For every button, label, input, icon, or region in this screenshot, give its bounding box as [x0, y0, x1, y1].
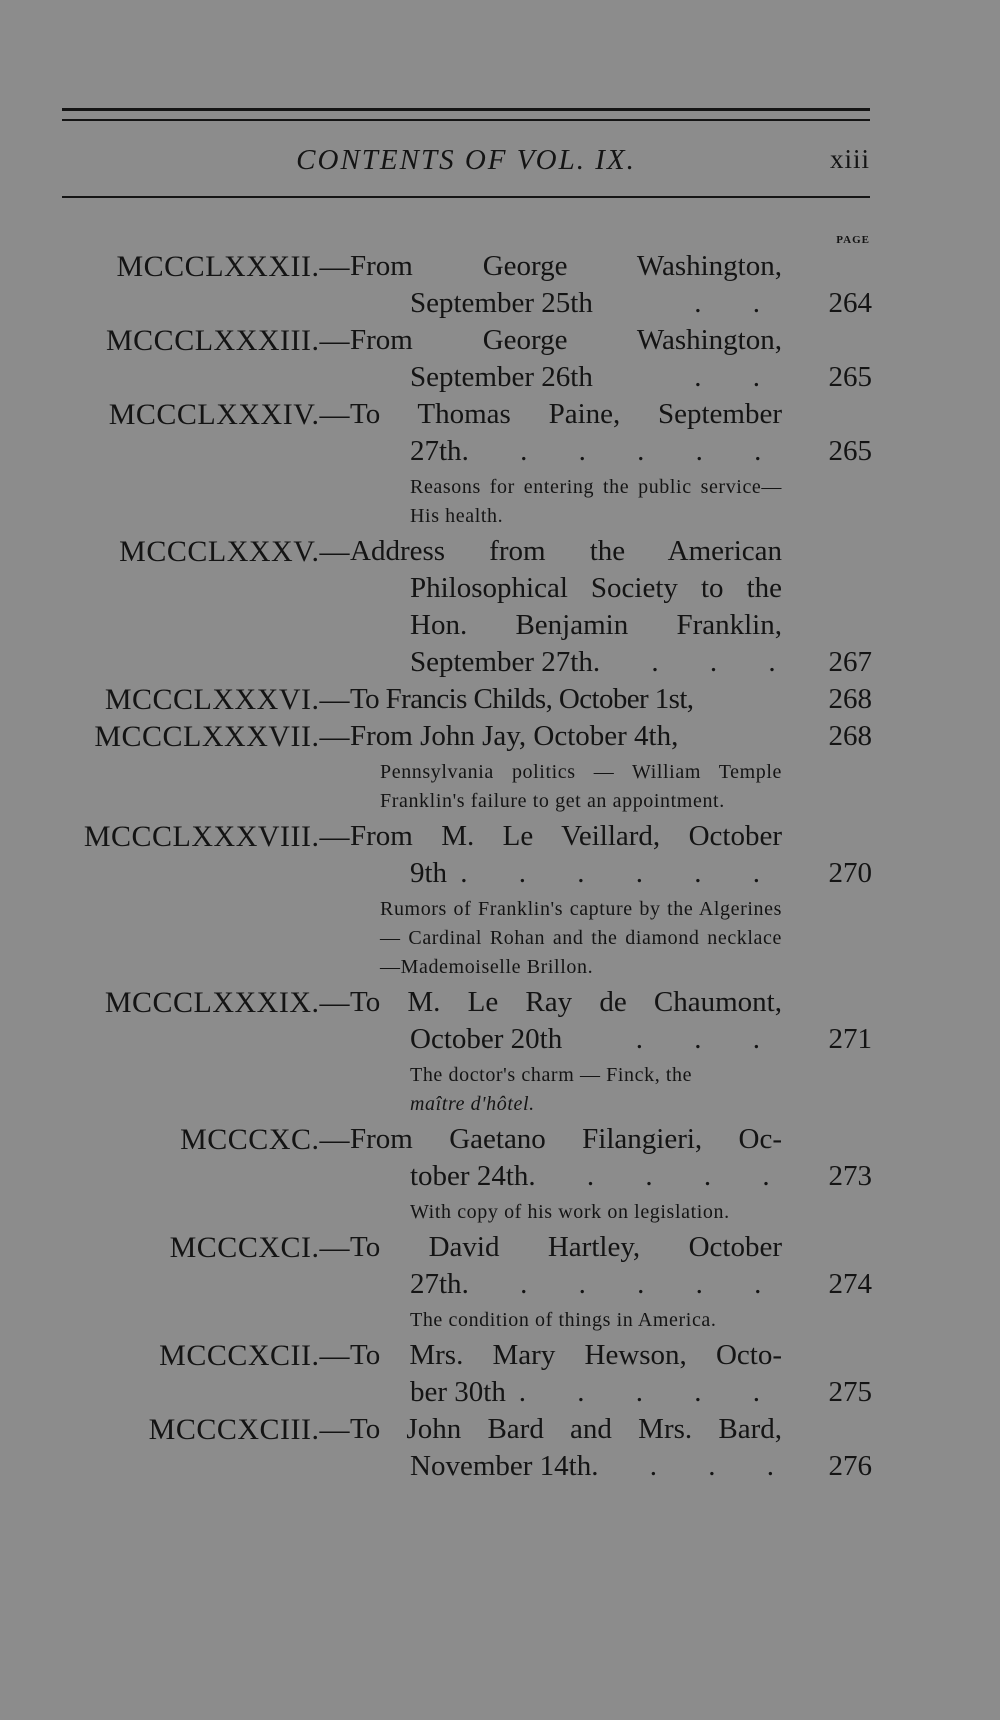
entry-title-line: To Mrs. Mary Hewson, Octo-: [350, 1339, 782, 1371]
page-number: 275: [828, 1376, 872, 1408]
letter-number: MCCCLXXXIII.—: [106, 324, 350, 357]
summary-text: The condition of things in America.: [410, 1309, 717, 1331]
entry-summary: [410, 1061, 782, 1119]
entry-title-line: From M. Le Veillard, October: [350, 820, 782, 852]
summary-text: With copy of his work on legislation.: [410, 1201, 730, 1223]
entry-title-line: [410, 1374, 782, 1411]
leader-dots: . . . . .: [518, 1376, 782, 1408]
entry-line: [0, 285, 1000, 322]
running-header: [62, 144, 870, 184]
running-title: CONTENTS OF VOL. IX.: [296, 144, 636, 176]
contents-entry: [0, 1337, 1000, 1411]
entry-title-line: To David Hartley, October: [350, 1231, 782, 1263]
entry-title-line: From George Washington,: [350, 250, 782, 282]
entry-text: tober 24th: [410, 1160, 529, 1192]
contents-entry: [0, 1411, 1000, 1485]
contents-entry: [0, 248, 1000, 322]
contents-entry: [0, 681, 1000, 718]
entry-line: [0, 1266, 1000, 1303]
entry-summary: [380, 895, 782, 982]
contents-entry: [0, 533, 1000, 681]
contents-entry: [0, 1121, 1000, 1227]
entry-text: September 27th: [410, 646, 593, 678]
entry-text: 27th: [410, 435, 462, 467]
leader-dots: . .: [694, 287, 782, 319]
page-folio: xiii: [829, 144, 870, 174]
letter-number: MCCCXCI.—: [169, 1231, 350, 1264]
summary-text: Pennsylvania politics — William Temple Franklin's failure to get an appointment.: [380, 761, 782, 812]
summary-text: The doctor's charm — Finck, the: [410, 1064, 693, 1086]
letter-number: MCCCXC.—: [180, 1123, 350, 1156]
leader-dots: . . . . .: [528, 1160, 792, 1192]
entry-line: [0, 644, 1000, 681]
entry-title-line: [410, 644, 798, 681]
entry-title-line: Hon. Benjamin Franklin,: [410, 609, 782, 641]
page-number: 268: [828, 720, 872, 752]
entry-title-line: [410, 855, 782, 892]
entry-title-line: From George Washington,: [350, 324, 782, 356]
entry-title-line: [410, 433, 782, 470]
contents-list: [0, 248, 1000, 1485]
leader-dots: . . . .: [591, 1450, 796, 1482]
page-number: 265: [828, 361, 872, 393]
entry-text: 27th: [410, 1268, 462, 1300]
summary-text: Reasons for entering the public service—His health.: [410, 476, 782, 527]
leader-dots: . . . . . .: [461, 435, 784, 467]
entry-line: [0, 1021, 1000, 1058]
letter-number: MCCCLXXXVIII.—: [83, 820, 350, 853]
entry-line: [0, 1374, 1000, 1411]
contents-entry: [0, 322, 1000, 396]
contents-entry: [0, 1229, 1000, 1335]
top-rule-thick: [62, 108, 870, 111]
letter-number: MCCCLXXXIV.—: [108, 398, 350, 431]
entry-text: 9th: [410, 857, 448, 889]
entry-text: From John Jay, October 4th,: [350, 720, 679, 752]
entry-line: [0, 433, 1000, 470]
contents-entry: [0, 718, 1000, 816]
page-number: 271: [828, 1023, 872, 1055]
page-number: 274: [828, 1268, 872, 1300]
page-number: 267: [828, 646, 872, 678]
entry-line: [0, 681, 1000, 718]
page-number: 264: [828, 287, 872, 319]
page-column-label: PAGE: [836, 234, 870, 246]
entry-text: ber 30th: [410, 1376, 506, 1408]
page-number: 270: [828, 857, 872, 889]
entry-title-line: [410, 1158, 792, 1195]
entry-line: [0, 359, 1000, 396]
letter-number: MCCCLXXXIX.—: [104, 986, 350, 1019]
entry-title-line: To Thomas Paine, September: [350, 398, 782, 430]
entry-title-line: To John Bard and Mrs. Bard,: [350, 1413, 782, 1445]
entry-title-line: [350, 718, 782, 755]
letter-number: MCCCLXXXV.—: [119, 535, 350, 568]
page-number: 265: [828, 435, 872, 467]
entry-title-line: To M. Le Ray de Chaumont,: [350, 986, 782, 1018]
leader-dots: . . . . . .: [460, 857, 782, 889]
leader-dots: . . . . . .: [461, 1268, 784, 1300]
letter-number: MCCCLXXXVII.—: [94, 720, 350, 753]
leader-dots: . .: [694, 361, 782, 393]
contents-entry: [0, 984, 1000, 1119]
entry-summary: [380, 758, 782, 816]
entry-text: To Francis Childs, October 1st,: [350, 683, 694, 715]
entry-text: October 20th: [410, 1023, 563, 1055]
letter-number: MCCCLXXXII.—: [116, 250, 350, 283]
entry-summary: [410, 1306, 782, 1335]
entry-summary: [410, 473, 782, 531]
page-number: 276: [828, 1450, 872, 1482]
entry-title-line: [410, 359, 782, 396]
entry-title-line: [410, 1448, 796, 1485]
entry-title-line: [410, 285, 782, 322]
contents-entry: [0, 818, 1000, 982]
entry-line: [0, 1448, 1000, 1485]
page-number: 273: [828, 1160, 872, 1192]
leader-dots: . . .: [635, 1023, 782, 1055]
letter-number: MCCCXCII.—: [159, 1339, 350, 1372]
summary-text: Rumors of Franklin's capture by the Algerines — Cardinal Rohan and the diamond necklace—Mademoiselle Brillon.: [380, 898, 782, 978]
contents-entry: [0, 396, 1000, 531]
entry-title-line: Philosophical Society to the: [410, 572, 782, 604]
entry-title-line: [410, 1266, 782, 1303]
summary-italic: maître d'hôtel.: [410, 1093, 535, 1115]
entry-title-line: [410, 1021, 782, 1058]
letter-number: MCCCXCIII.—: [148, 1413, 350, 1446]
entry-summary: [410, 1198, 782, 1227]
entry-title-line: From Gaetano Filangieri, Oc-: [350, 1123, 782, 1155]
header-rule: [62, 196, 870, 198]
top-rule-thin: [62, 119, 870, 121]
leader-dots: . . . .: [592, 646, 798, 678]
letter-number: MCCCLXXXVI.—: [104, 683, 350, 716]
page-number: 268: [828, 683, 872, 715]
entry-line: [0, 718, 1000, 755]
entry-title-line: [350, 681, 782, 718]
entry-text: November 14th: [410, 1450, 592, 1482]
entry-text: September 25th: [410, 287, 593, 319]
entry-text: September 26th: [410, 361, 593, 393]
entry-title-line: Address from the American: [350, 535, 782, 567]
entry-line: [0, 1158, 1000, 1195]
entry-line: [0, 855, 1000, 892]
